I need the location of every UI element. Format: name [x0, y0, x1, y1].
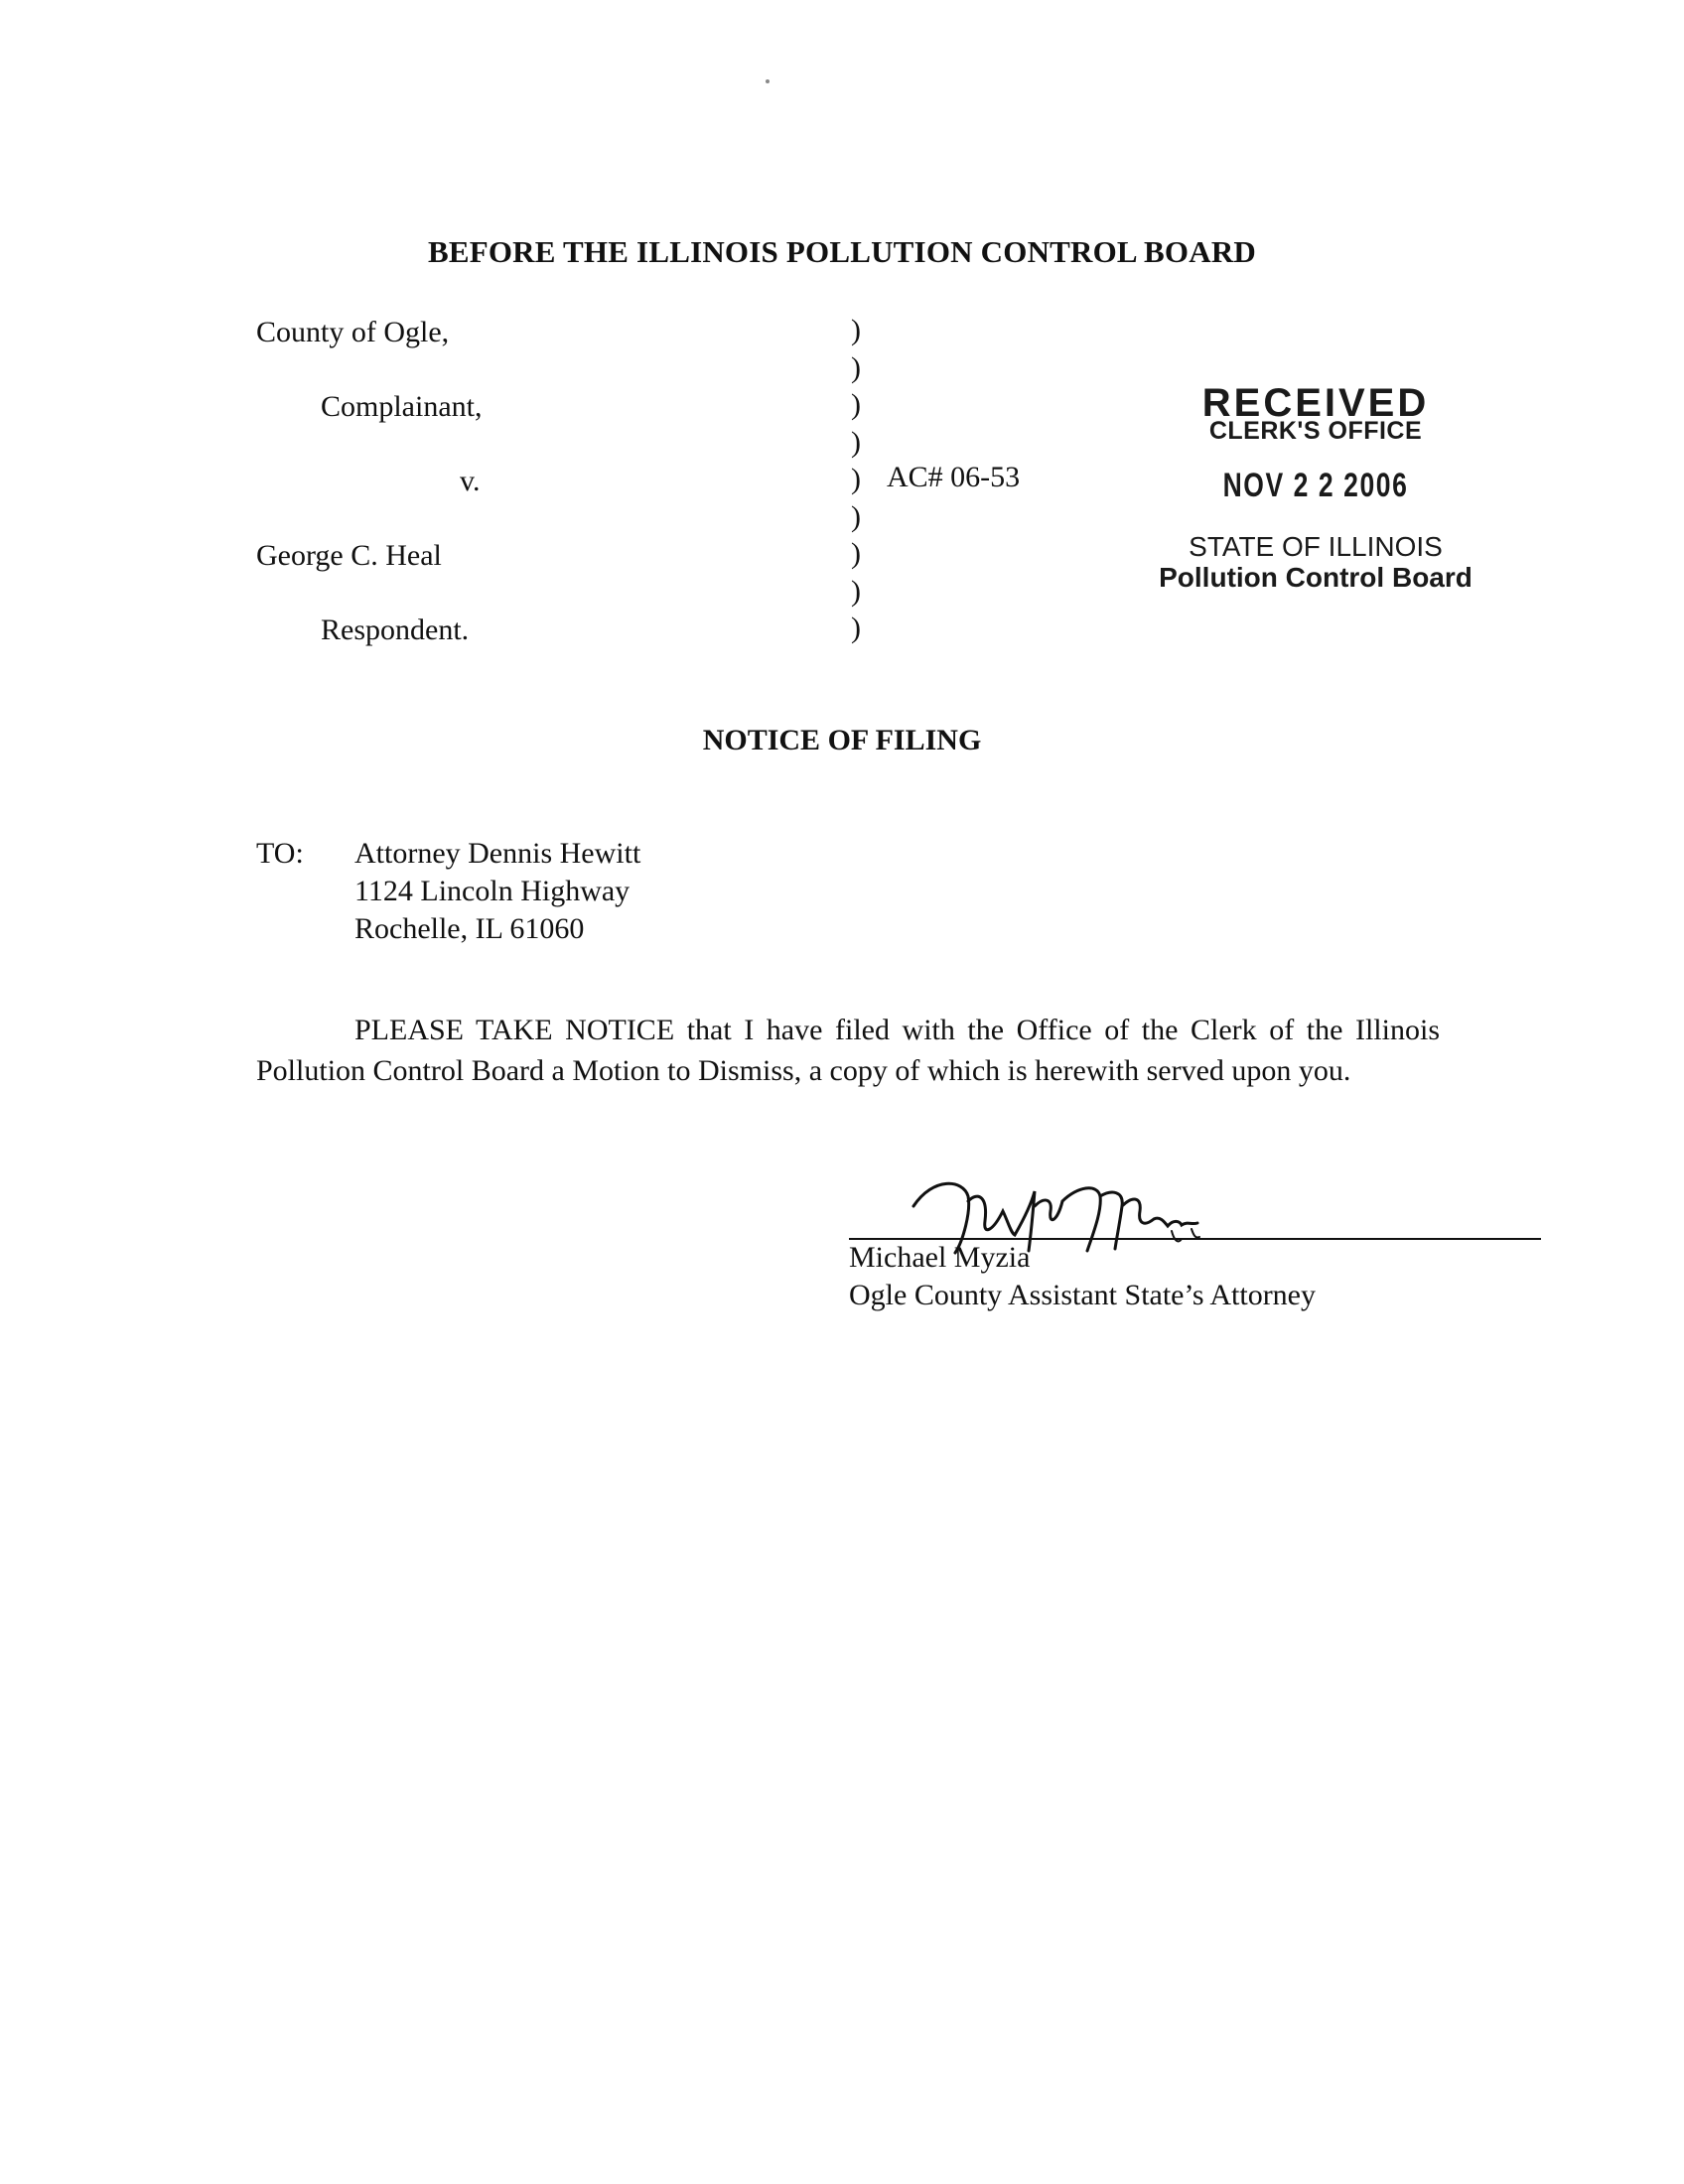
signer-title: Ogle County Assistant State’s Attorney: [849, 1279, 1316, 1311]
addressee-line: Rochelle, IL 61060: [354, 912, 585, 945]
stamp-state: STATE OF ILLINOIS: [1189, 531, 1443, 562]
signature-line: [849, 1238, 1541, 1240]
to-label: TO:: [256, 837, 304, 870]
caption-paren: ): [851, 612, 861, 644]
board-header: BEFORE THE ILLINOIS POLLUTION CONTROL BOARD: [427, 234, 1257, 269]
caption-paren: ): [851, 574, 861, 608]
caption-paren: ): [851, 425, 861, 459]
versus: v.: [460, 465, 481, 497]
caption-paren: ): [851, 388, 861, 421]
caption-paren: ): [851, 499, 861, 533]
complainant-role: Complainant,: [321, 390, 483, 423]
signer-name: Michael Myzia: [849, 1241, 1031, 1274]
case-number: AC# 06-53: [887, 461, 1021, 493]
complainant-name: County of Ogle,: [256, 316, 450, 348]
stamp-received: RECEIVED: [1201, 381, 1430, 425]
scan-speck: [766, 79, 770, 83]
respondent-role: Respondent.: [321, 614, 470, 646]
caption-paren-column: [851, 312, 861, 647]
stamp-date: NOV 2 2 2006: [1222, 467, 1409, 504]
addressee-line: Attorney Dennis Hewitt: [354, 837, 641, 870]
caption-paren: ): [851, 537, 861, 570]
caption-paren: ): [851, 314, 861, 346]
notice-body: [256, 1010, 1440, 1091]
caption-paren: ): [851, 350, 861, 384]
addressee-line: 1124 Lincoln Highway: [354, 875, 631, 907]
stamp-clerks-office: CLERK'S OFFICE: [1208, 417, 1423, 445]
notice-title: NOTICE OF FILING: [702, 724, 982, 756]
notice-body-text: PLEASE TAKE NOTICE that I have filed with the Office of the Clerk of the Illinois Pollution Control Board a Motion to Dismiss, a copy of which is herewith served upon you.: [256, 1014, 1440, 1087]
stamp-board: Pollution Control Board: [1159, 562, 1473, 593]
caption-paren: ): [851, 463, 861, 495]
respondent-name: George C. Heal: [256, 539, 442, 572]
